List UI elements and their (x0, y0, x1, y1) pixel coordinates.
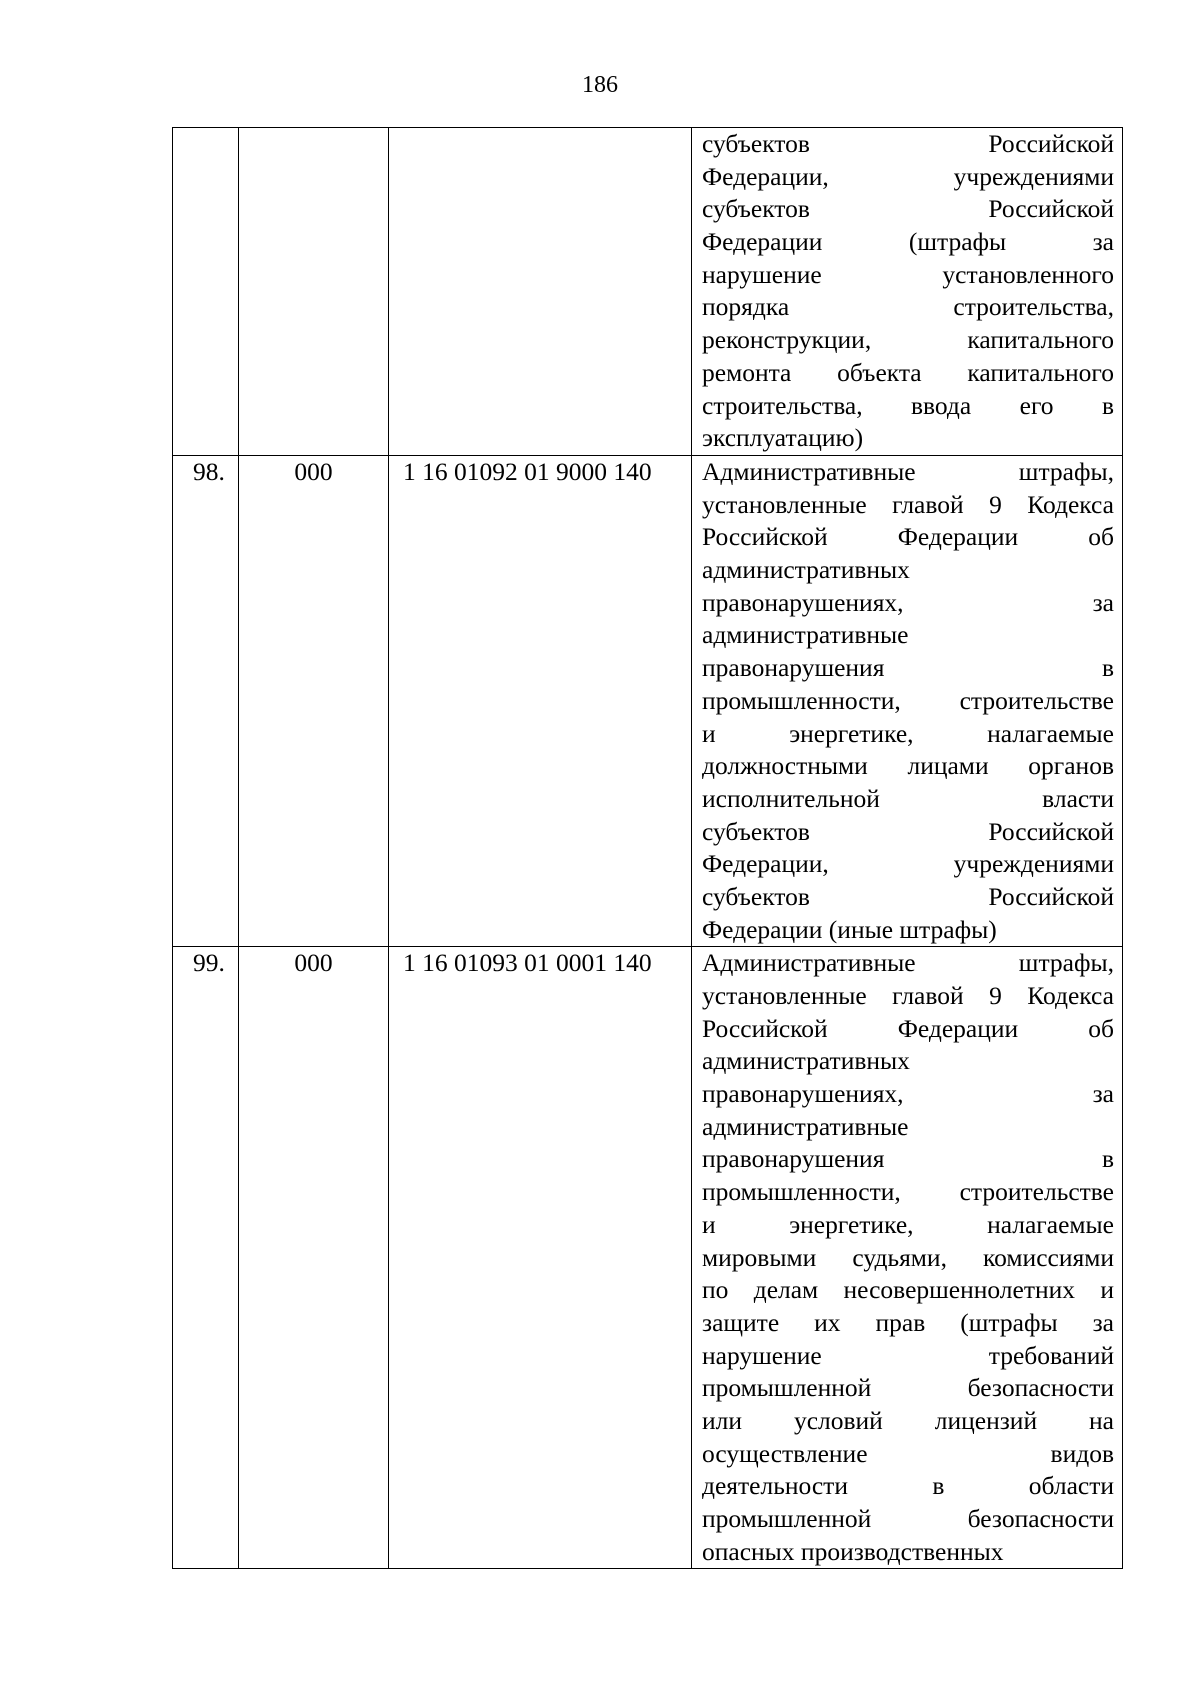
budget-code-cell: 1 16 01092 01 9000 140 (389, 456, 692, 947)
admin-code-cell: 000 (239, 456, 389, 947)
description-cell (692, 128, 1123, 456)
description-line: административных (702, 1046, 910, 1076)
table-row (173, 947, 1123, 1569)
description-line: промышленности, строительстве (702, 685, 1114, 715)
description-line: правонарушения в (702, 653, 1114, 683)
description-line: Российской Федерации об (702, 522, 1114, 552)
description-line: Федерации (штрафы за (702, 227, 1114, 257)
description-line: реконструкции, капитального (702, 325, 1114, 355)
description-line: по делам несовершеннолетних и (702, 1275, 1114, 1305)
description-line: промышленной безопасности (702, 1373, 1114, 1403)
description-line: субъектов Российской (702, 881, 1114, 911)
description-line: административных (702, 555, 910, 585)
description-cell (692, 456, 1123, 947)
description-line: и энергетике, налагаемые (702, 718, 1114, 748)
description-line: эксплуатацию) (702, 423, 864, 453)
description-line: Административные штрафы, (702, 948, 1114, 978)
description-line: правонарушениях, за (702, 1079, 1114, 1109)
description-line: осуществление видов (702, 1438, 1114, 1468)
budget-codes-table (172, 127, 1123, 1569)
description-line: установленные главой 9 Кодекса (702, 981, 1114, 1010)
budget-code-cell: 1 16 01093 01 0001 140 (389, 947, 692, 1569)
description-line: Федерации (иные штрафы) (702, 914, 997, 944)
row-number-cell: 99. (173, 947, 239, 1569)
table-row (173, 128, 1123, 456)
description-line: субъектов Российской (702, 816, 1114, 846)
description-line: исполнительной власти (702, 783, 1114, 813)
description-line: Федерации, учреждениями (702, 849, 1114, 879)
description-line: Федерации, учреждениями (702, 161, 1114, 191)
description-line: опасных производственных (702, 1536, 1004, 1566)
budget-code-cell (389, 128, 692, 456)
description-cell (692, 947, 1123, 1569)
row-number-cell (173, 128, 239, 456)
description-line: мировыми судьями, комиссиями (702, 1242, 1114, 1272)
row-number-cell: 98. (173, 456, 239, 947)
description-line: Административные штрафы, (702, 457, 1114, 486)
description-line: промышленности, строительстве (702, 1177, 1114, 1207)
description-line: правонарушениях, за (702, 587, 1114, 617)
page-number: 186 (582, 72, 618, 98)
description-line: нарушение установленного (702, 259, 1114, 289)
description-line: и энергетике, налагаемые (702, 1209, 1114, 1239)
table-row (173, 456, 1123, 947)
description-line: строительства, ввода его в (702, 390, 1114, 420)
description-line: деятельности в области (702, 1471, 1114, 1501)
description-line: защите их прав (штрафы за (702, 1307, 1114, 1337)
description-line: ремонта объекта капитального (702, 357, 1114, 387)
description-line: административные (702, 1111, 909, 1141)
admin-code-cell (239, 128, 389, 456)
description-line: Российской Федерации об (702, 1013, 1114, 1043)
description-line: или условий лицензий на (702, 1405, 1114, 1435)
description-line: установленные главой 9 Кодекса (702, 489, 1114, 519)
description-line: административные (702, 620, 909, 650)
description-line: нарушение требований (702, 1340, 1114, 1370)
admin-code-cell: 000 (239, 947, 389, 1569)
description-line: порядка строительства, (702, 292, 1114, 322)
description-line: должностными лицами органов (702, 751, 1114, 781)
description-line: субъектов Российской (702, 194, 1114, 224)
description-line: правонарушения в (702, 1144, 1114, 1174)
description-line: промышленной безопасности (702, 1504, 1114, 1533)
description-line: субъектов Российской (702, 129, 1114, 158)
